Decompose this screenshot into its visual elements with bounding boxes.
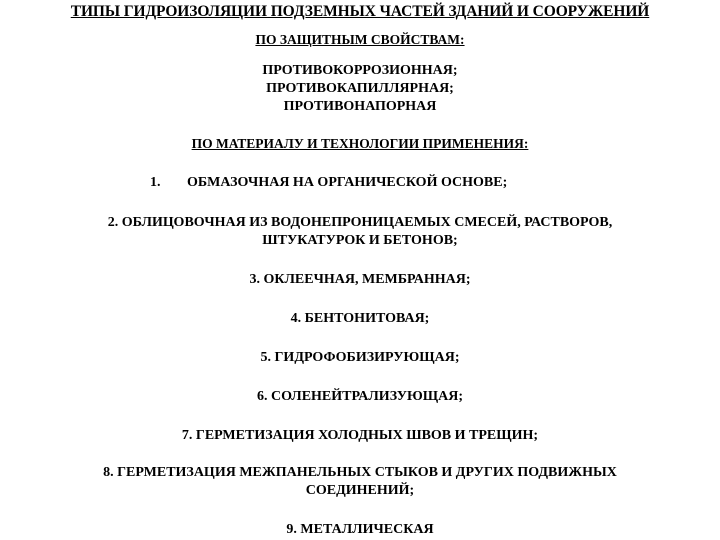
material-item-3: 3. ОКЛЕЕЧНАЯ, МЕМБРАННАЯ; [249, 272, 471, 287]
material-item-6: 6. СОЛЕНЕЙТРАЛИЗУЮЩАЯ; [256, 389, 464, 404]
material-item-1-text: ОБМАЗОЧНАЯ НА ОРГАНИЧЕСКОЙ ОСНОВЕ; [187, 175, 508, 190]
material-item-8-line-2: СОЕДИНЕНИЙ; [305, 483, 415, 498]
material-item-1-number: 1. [150, 175, 161, 190]
protective-item-1: ПРОТИВОКОРРОЗИОННАЯ; [262, 63, 458, 78]
material-item-2-line-1: 2. ОБЛИЦОВОЧНАЯ ИЗ ВОДОНЕПРОНИЦАЕМЫХ СМЕСЕЙ, РАСТВОРОВ, [107, 215, 613, 230]
material-item-2-line-2: ШТУКАТУРОК И БЕТОНОВ; [262, 233, 458, 248]
material-item-4: 4. БЕНТОНИТОВАЯ; [290, 311, 430, 326]
material-item-9: 9. МЕТАЛЛИЧЕСКАЯ [286, 522, 434, 537]
material-heading: ПО МАТЕРИАЛУ И ТЕХНОЛОГИИ ПРИМЕНЕНИЯ: [191, 136, 529, 151]
material-item-5: 5. ГИДРОФОБИЗИРУЮЩАЯ; [260, 350, 460, 365]
page-title: ТИПЫ ГИДРОИЗОЛЯЦИИ ПОДЗЕМНЫХ ЧАСТЕЙ ЗДАНИЙ И СООРУЖЕНИЙ [70, 3, 650, 20]
material-item-8-line-1: 8. ГЕРМЕТИЗАЦИЯ МЕЖПАНЕЛЬНЫХ СТЫКОВ И ДРУГИХ ПОДВИЖНЫХ [103, 465, 617, 480]
protective-heading: ПО ЗАЩИТНЫМ СВОЙСТВАМ: [255, 32, 465, 47]
protective-item-2: ПРОТИВОКАПИЛЛЯРНАЯ; [266, 81, 454, 96]
protective-item-3: ПРОТИВОНАПОРНАЯ [283, 99, 437, 114]
material-item-7: 7. ГЕРМЕТИЗАЦИЯ ХОЛОДНЫХ ШВОВ И ТРЕЩИН; [181, 428, 539, 443]
